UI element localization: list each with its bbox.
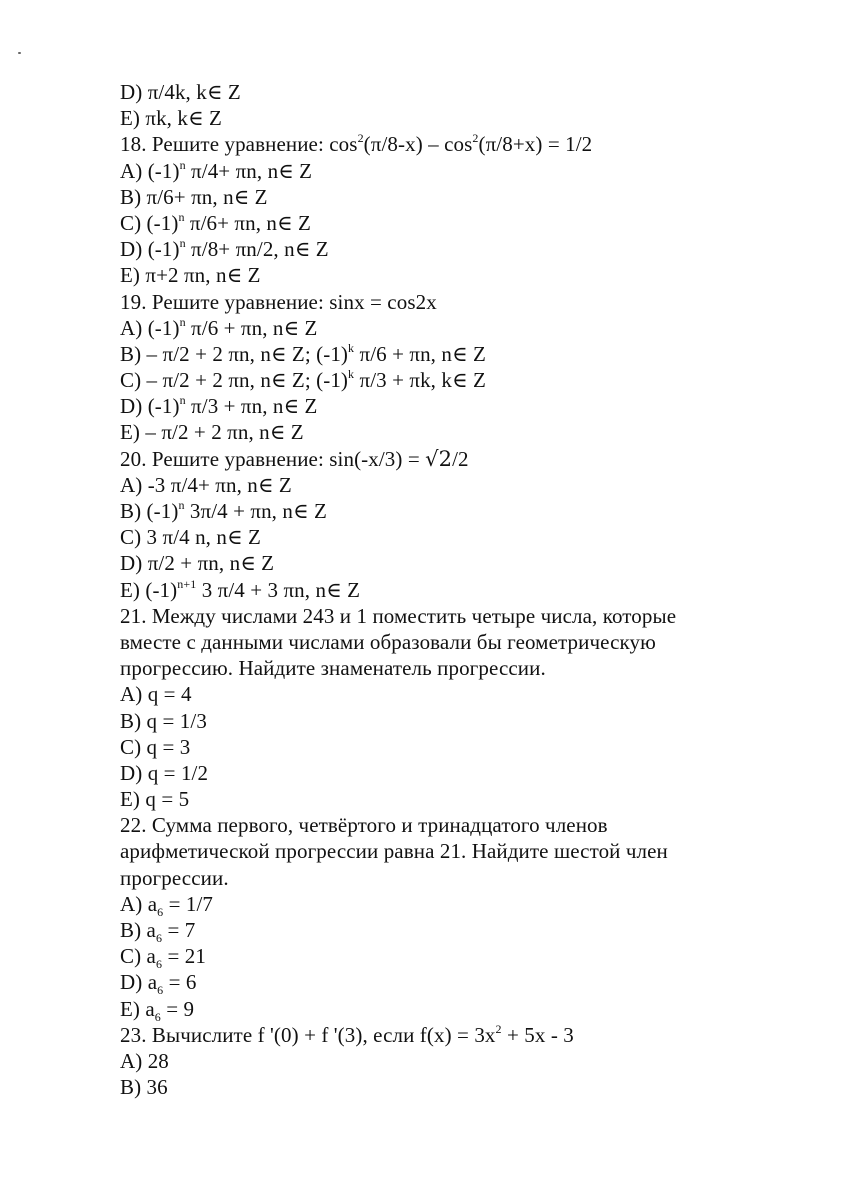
text-run: C) 3 π/4 n, n∈ Z — [120, 525, 261, 550]
text-line — [120, 917, 760, 946]
text-run: B) π/6+ πn, n∈ Z — [120, 184, 268, 209]
text-run: D) π/2 + πn, n∈ Z — [120, 551, 275, 576]
text-line — [120, 446, 760, 472]
text-run: вместе с данными числами образовали бы геометрическую — [120, 629, 656, 654]
text-run: B) q = 1/3 — [120, 708, 207, 733]
text-line — [120, 184, 760, 210]
text-run: = 7 — [162, 918, 196, 942]
text-run: E) (-1) — [120, 577, 178, 602]
square-root-symbol: √2 — [425, 446, 453, 471]
text-line — [120, 786, 760, 812]
text-run: A) -3 π/4+ πn, n∈ Z — [120, 472, 292, 497]
subscript: 6 — [157, 983, 164, 998]
text-line — [120, 524, 760, 550]
text-line — [120, 419, 760, 445]
text-line — [120, 655, 760, 681]
text-line — [120, 498, 760, 524]
text-run: C) – π/2 + 2 πn, n∈ Z; (-1) — [120, 368, 349, 393]
text-run: = 9 — [160, 996, 195, 1021]
text-line — [120, 131, 760, 157]
text-line — [120, 969, 760, 998]
text-run: /2 — [452, 446, 469, 471]
text-run: E) π+2 πn, n∈ Z — [120, 263, 261, 288]
text-line — [120, 393, 760, 419]
text-line — [120, 681, 760, 707]
text-line — [120, 708, 760, 734]
text-line — [120, 629, 760, 655]
text-run: D) (-1) — [120, 237, 180, 262]
text-run: D) q = 1/2 — [120, 760, 209, 785]
text-line — [120, 341, 760, 367]
superscript: n — [179, 314, 186, 329]
text-line — [120, 1074, 760, 1100]
text-run: = 1/7 — [163, 891, 214, 916]
text-run: (π/8+x) = 1/2 — [478, 132, 593, 157]
superscript: n — [179, 236, 186, 251]
subscript: 6 — [155, 957, 163, 972]
subscript: 6 — [155, 931, 163, 946]
text-line — [120, 236, 760, 262]
text-run: = 21 — [162, 944, 206, 969]
text-run: D) a — [120, 970, 158, 995]
text-run: π/6+ πn, n∈ Z — [184, 210, 311, 235]
text-run: 21. Между числами 243 и 1 поместить четыре числа, которые — [120, 603, 677, 628]
text-run: π/3 + πn, n∈ Z — [185, 394, 318, 419]
text-run: B) – π/2 + 2 πn, n∈ Z; (-1) — [120, 341, 349, 366]
text-run: E) q = 5 — [120, 787, 190, 812]
text-run: 3π/4 + πn, n∈ Z — [184, 499, 327, 523]
text-line — [120, 891, 760, 917]
text-line — [120, 289, 760, 315]
text-run: D) π/4k, k∈ Z — [120, 80, 241, 104]
text-line — [120, 577, 760, 603]
text-run: 3 π/4 + 3 πn, n∈ Z — [196, 577, 360, 602]
subscript: 6 — [154, 1009, 161, 1024]
text-line — [120, 210, 760, 236]
superscript: 2 — [357, 131, 364, 146]
scan-speck — [18, 52, 21, 54]
text-run: прогрессии. — [120, 865, 229, 890]
superscript: 2 — [472, 131, 479, 146]
text-run: 22. Сумма первого, четвёртого и тринадцатого членов — [120, 813, 608, 838]
superscript: k — [348, 367, 355, 382]
text-line — [120, 943, 760, 972]
text-run: = 6 — [163, 970, 197, 995]
subscript: 6 — [157, 905, 164, 919]
text-line — [120, 550, 760, 576]
text-run: B) a — [120, 918, 156, 942]
text-run: 18. Решите уравнение: cos — [120, 132, 358, 157]
superscript: n+1 — [177, 576, 197, 591]
text-run: 19. Решите уравнение: sinx = cos2x — [120, 289, 437, 314]
text-run: π/3 + πk, k∈ Z — [354, 368, 486, 393]
text-line — [120, 315, 760, 341]
text-line — [120, 158, 760, 184]
text-line — [120, 838, 760, 864]
text-line — [120, 603, 760, 629]
text-run: E) a — [120, 996, 155, 1021]
text-run: 23. Вычислите f '(0) + f '(3), если f(x) = 3x — [120, 1022, 496, 1047]
text-run: A) (-1) — [120, 315, 180, 340]
text-run: E) πk, k∈ Z — [120, 106, 222, 131]
text-line — [120, 1022, 760, 1048]
superscript: n — [179, 157, 186, 172]
text-run: арифметической прогрессии равна 21. Найдите шестой член — [120, 839, 668, 864]
text-line — [120, 865, 760, 891]
text-run: D) (-1) — [120, 394, 180, 419]
text-run: π/6 + πn, n∈ Z — [185, 315, 318, 340]
text-run: (π/8-x) – cos — [363, 132, 473, 157]
text-run: E) – π/2 + 2 πn, n∈ Z — [120, 420, 304, 445]
text-run: A) a — [120, 891, 158, 916]
text-run: C) (-1) — [120, 210, 179, 235]
superscript: n — [178, 209, 185, 224]
text-run: B) (-1) — [120, 499, 179, 523]
text-line — [120, 367, 760, 393]
text-line — [120, 1048, 760, 1074]
text-run: + 5x - 3 — [501, 1022, 574, 1047]
text-run: прогрессию. Найдите знаменатель прогрессии. — [120, 656, 546, 681]
text-run: π/4+ πn, n∈ Z — [185, 158, 313, 183]
text-run: A) (-1) — [120, 158, 180, 183]
text-line — [120, 734, 760, 760]
text-line — [120, 472, 760, 498]
text-run: A) q = 4 — [120, 682, 192, 707]
text-run: C) a — [120, 944, 156, 969]
text-run: B) 36 — [120, 1075, 168, 1100]
text-run: C) q = 3 — [120, 734, 191, 759]
text-line — [120, 262, 760, 288]
text-run: 20. Решите уравнение: sin(-x/3) = — [120, 446, 426, 471]
text-run: π/6 + πn, n∈ Z — [354, 341, 486, 366]
text-line — [120, 79, 760, 105]
text-run: π/8+ πn/2, n∈ Z — [185, 237, 329, 262]
text-run: A) 28 — [120, 1048, 169, 1073]
superscript: 2 — [495, 1021, 502, 1036]
document-text — [120, 79, 760, 1100]
text-line — [120, 812, 760, 838]
superscript: k — [348, 340, 355, 355]
text-line — [120, 760, 760, 786]
superscript: n — [178, 498, 185, 512]
text-line — [120, 105, 760, 131]
superscript: n — [179, 393, 186, 408]
text-line — [120, 996, 760, 1022]
